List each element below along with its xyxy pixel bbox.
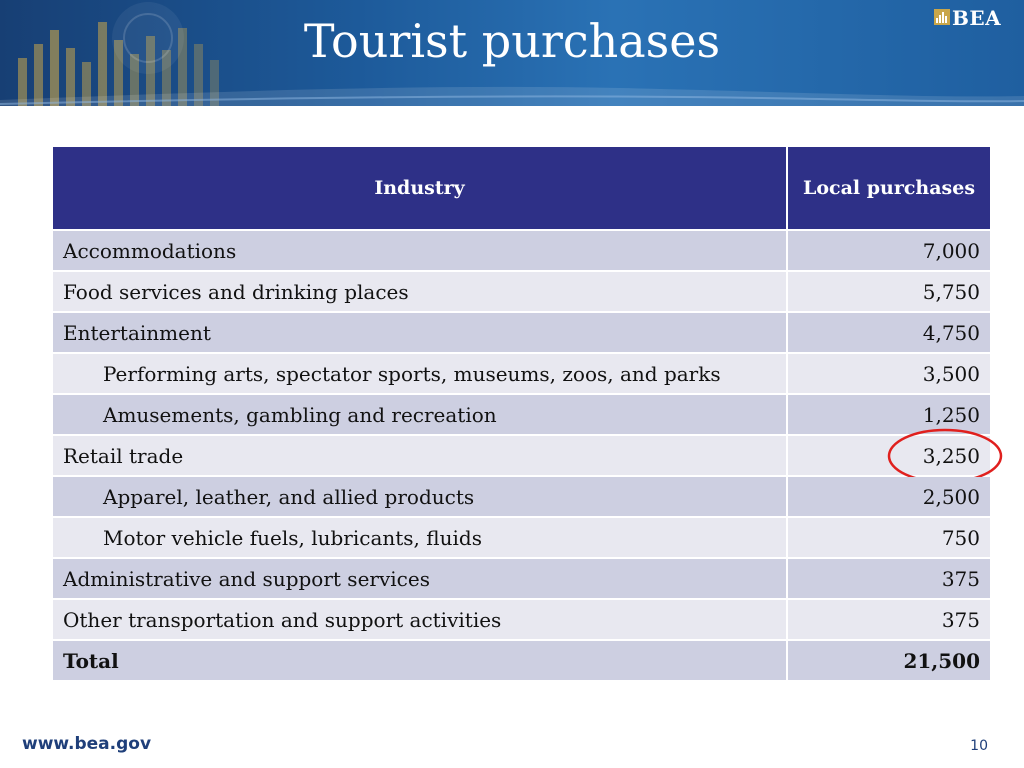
industry-cell: Motor vehicle fuels, lubricants, fluids (52, 517, 787, 558)
table-row (52, 394, 991, 435)
bea-logo-wordmark: BEA (952, 6, 1002, 30)
table-row (52, 312, 991, 353)
industry-cell: Administrative and support services (52, 558, 787, 599)
industry-cell: Apparel, leather, and allied products (52, 476, 787, 517)
page-number: 10 (970, 738, 988, 754)
table-total-row (52, 640, 991, 681)
local-purchases-cell: 2,500 (787, 476, 991, 517)
industry-cell: Entertainment (52, 312, 787, 353)
column-header-industry: Industry (52, 146, 787, 230)
tourist-purchases-table-container (51, 145, 990, 682)
slide-title: Tourist purchases (303, 14, 721, 68)
table-row (52, 435, 991, 476)
industry-cell: Amusements, gambling and recreation (52, 394, 787, 435)
industry-cell: Other transportation and support activities (52, 599, 787, 640)
local-purchases-cell: 3,500 (787, 353, 991, 394)
table-row (52, 599, 991, 640)
column-header-local-purchases (787, 146, 991, 230)
local-purchases-cell-highlighted (787, 435, 991, 476)
local-purchases-cell: 375 (787, 558, 991, 599)
table-row (52, 353, 991, 394)
local-purchases-cell: 1,250 (787, 394, 991, 435)
local-purchases-cell: 750 (787, 517, 991, 558)
local-purchases-cell: 375 (787, 599, 991, 640)
local-purchases-cell: 7,000 (787, 230, 991, 271)
industry-cell: Performing arts, spectator sports, museums, zoos, and parks (52, 353, 787, 394)
footer-website-link[interactable]: www.bea.gov (22, 734, 152, 754)
table-row (52, 230, 991, 271)
industry-cell: Retail trade (52, 435, 787, 476)
table-row (52, 271, 991, 312)
tourist-purchases-table (51, 145, 992, 682)
header-banner (0, 0, 1024, 106)
column-header-local-purchases-text: Local purchases (802, 177, 976, 199)
total-label-cell: Total (52, 640, 787, 681)
local-purchases-cell: 4,750 (787, 312, 991, 353)
industry-cell: Food services and drinking places (52, 271, 787, 312)
table-header-row (52, 146, 991, 230)
table-row (52, 476, 991, 517)
industry-cell: Accommodations (52, 230, 787, 271)
table-row (52, 517, 991, 558)
local-purchases-cell: 5,750 (787, 271, 991, 312)
local-purchases-value: 3,250 (922, 443, 980, 468)
bea-logo (934, 8, 1018, 36)
table-row (52, 558, 991, 599)
bea-logo-icon (934, 9, 950, 25)
total-value-cell: 21,500 (787, 640, 991, 681)
